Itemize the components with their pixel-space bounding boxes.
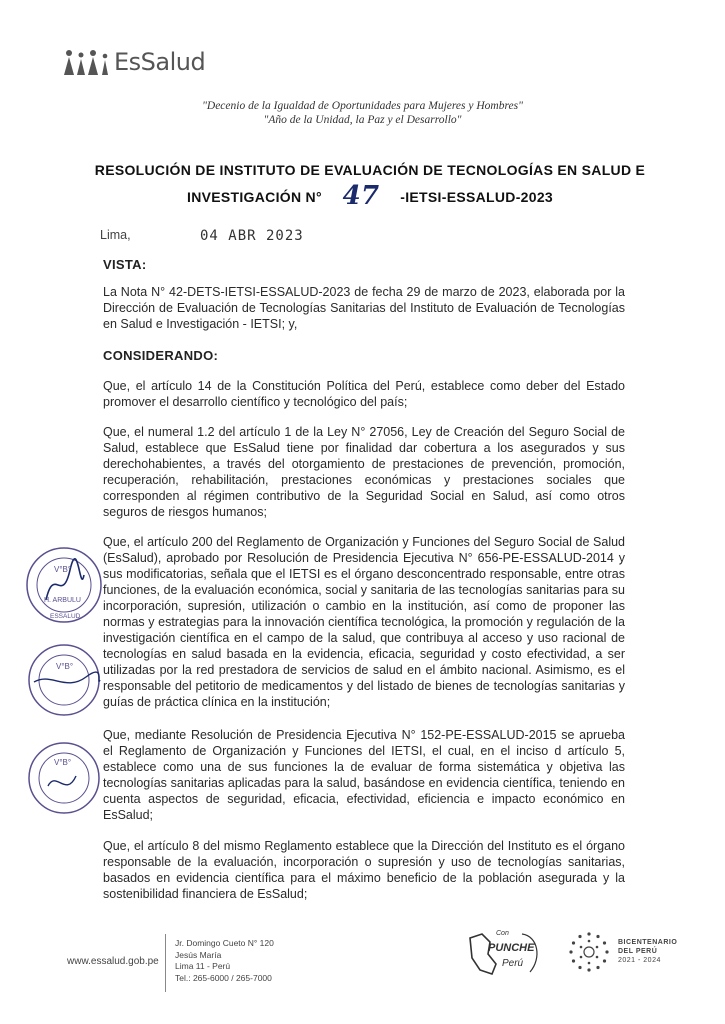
essalud-logo bbox=[62, 48, 205, 76]
vista-paragraph: La Nota N° 42-DETS-IETSI-ESSALUD-2023 de fecha 29 de marzo de 2023, elaborada por la Dirección de Evaluación de Tecnologías Sanitarias del Instituto de Evaluación de Tecnologías en Salud e Investigación - IETSI; y, bbox=[103, 285, 625, 331]
approval-stamp-3 bbox=[26, 740, 102, 816]
con-punche-peru-logo bbox=[462, 928, 546, 978]
family-figures-icon bbox=[62, 48, 112, 76]
title-suffix: -IETSI-ESSALUD-2023 bbox=[400, 189, 553, 205]
stamp-3-vb: V°B° bbox=[54, 758, 72, 767]
considerando-heading: CONSIDERANDO: bbox=[103, 348, 219, 363]
motto-line-2: "Año de la Unidad, la Paz y el Desarrollo" bbox=[263, 114, 462, 126]
address-line-2: Jesús María bbox=[175, 949, 222, 960]
footer-divider bbox=[165, 934, 166, 992]
bicentenario-line-3: 2021 - 2024 bbox=[618, 957, 661, 964]
title-line-1: RESOLUCIÓN DE INSTITUTO DE EVALUACIÓN DE TECNOLOGÍAS EN SALUD E bbox=[94, 162, 646, 178]
paragraph-3: Que, el artículo 200 del Reglamento de Organización y Funciones del Seguro Social de Salud (EsSalud), aprobado por Resolución de Presidencia Ejecutiva N° 656-PE-ESSALUD-2014 y sus modificatorias, señala que el IETSI es el órgano desconcentrado responsable, entre otras funciones, de la evaluación económica, social y sanitaria de las tecnologías sanitarias para su incorporación, supresión, utilización o cambio en la institución, así como de proponer las normas y estrategias para la innovación científica tecnológica, la promoción y regulación de la investigación científica en el campo de la salud, que contribuya al acceso y uso racional de tecnologías en salud basada en la evidencia, eficacia, seguridad y costo efectividad, a ser utilizadas por la red prestadora de servicios de salud en el ámbito nacional. Asimismo, es el responsable del petitorio de medicamentos y del listado de bienes de tecnologías sanitarias y guías de práctica clínica en la institución; bbox=[103, 535, 625, 709]
bicentenario-text bbox=[618, 938, 677, 965]
title-line-2 bbox=[90, 182, 650, 209]
bicentenario-emblem-icon bbox=[566, 930, 612, 976]
address-line-3: Lima 11 - Perú bbox=[175, 961, 231, 971]
stamp-2-vb: V°B° bbox=[56, 662, 74, 671]
logo-text: EsSalud bbox=[114, 48, 206, 76]
motto-line-1: "Decenio de la Igualdad de Oportunidades para Mujeres y Hombres" bbox=[202, 100, 523, 112]
title-prefix: INVESTIGACIÓN N° bbox=[187, 189, 322, 205]
address-line-1: Jr. Domingo Cueto N° 120 bbox=[175, 938, 274, 948]
campaign-mid: PUNCHE bbox=[488, 942, 535, 954]
stamp-1-vb: V°B° bbox=[54, 565, 72, 574]
bicentenario-line-1: BICENTENARIO bbox=[618, 939, 678, 946]
paragraph-1: Que, el artículo 14 de la Constitución Política del Perú, establece como deber del Estado promover el desarrollo científico y tecnológico del país; bbox=[103, 379, 625, 409]
campaign-bottom: Perú bbox=[502, 958, 524, 969]
vista-heading: VISTA: bbox=[103, 257, 147, 272]
campaign-top: Con bbox=[496, 930, 509, 937]
resolution-title bbox=[90, 158, 650, 209]
paragraph-4: Que, mediante Resolución de Presidencia Ejecutiva N° 152-PE-ESSALUD-2015 se aprueba el Reglamento de Organización y Funciones del IETSI, el cual, en el inciso d artículo 5, establece como una de sus funciones la de evaluar de forma sistemática y objetiva las tecnologías sanitarias aplicadas para la salud, basándose en evidencia científica, teniendo en cuenta aspectos de seguridad, eficacia, efectividad, eficiencia e impacto económico en EsSalud; bbox=[103, 728, 625, 822]
place: Lima, bbox=[100, 228, 131, 242]
handwritten-number: 47 bbox=[342, 181, 380, 211]
paragraph-2: Que, el numeral 1.2 del artículo 1 de la Ley N° 27056, Ley de Creación del Seguro Social de Salud, establece que EsSalud tiene por finalidad dar cobertura a los asegurados y sus derechohabientes, a través del otorgamiento de prestaciones de prevención, promoción, recuperación, rehabilitación, prestaciones económicas y prestaciones sociales que corresponden al régimen contributivo de la Seguridad Social en Salud, así como otros seguros de riesgos humanos; bbox=[103, 425, 625, 519]
approval-stamp-2 bbox=[26, 642, 102, 718]
address-line-4: Tel.: 265-6000 / 265-7000 bbox=[175, 972, 272, 983]
paragraph-5: Que, el artículo 8 del mismo Reglamento establece que la Dirección del Instituto es el órgano responsable de la evaluación, incorporación o supresión y uso de tecnologías sanitarias, basados en evidencia científica para el máximo beneficio de la población asegurada y la sostenibilidad financiera de EsSalud; bbox=[103, 839, 625, 901]
footer-url[interactable]: www.essalud.gob.pe bbox=[67, 956, 159, 967]
date-stamp: 04 ABR 2023 bbox=[200, 228, 304, 244]
stamp-1-org: ESSALUD bbox=[50, 613, 81, 620]
stamp-1-name: H. ARBULU bbox=[44, 597, 81, 604]
bicentenario-line-2: DEL PERÚ bbox=[618, 948, 658, 955]
footer-address bbox=[172, 938, 274, 984]
approval-stamp-1 bbox=[24, 545, 104, 625]
